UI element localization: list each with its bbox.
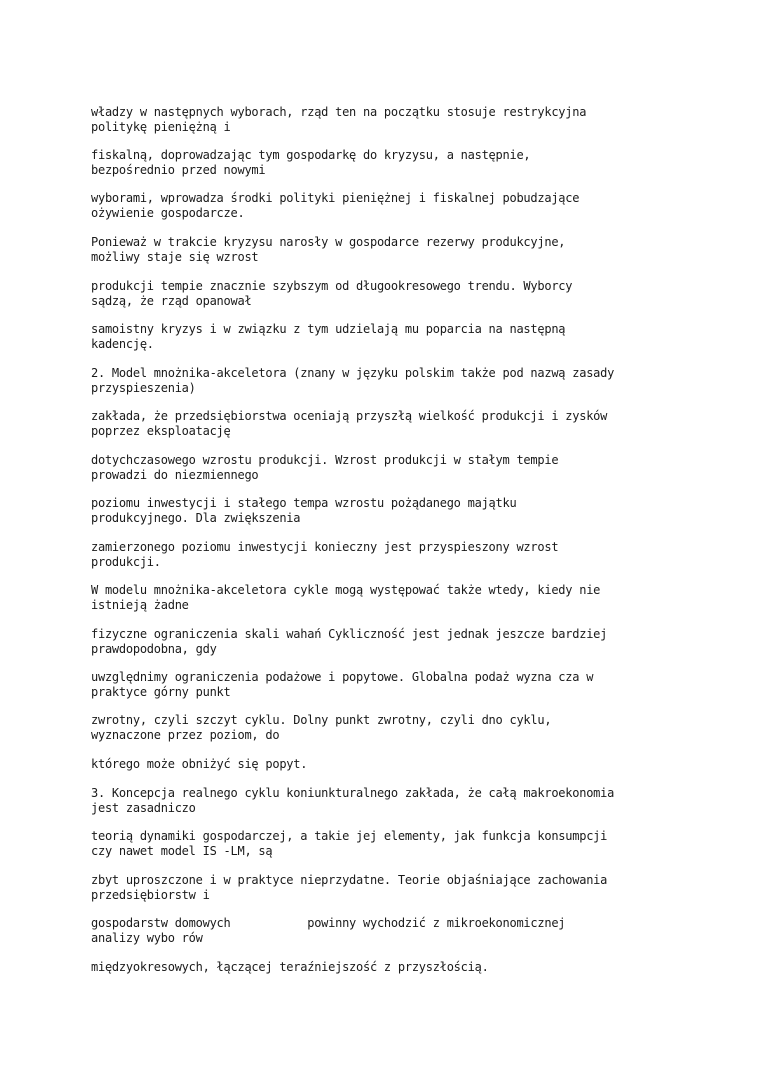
text-line: wyborami, wprowadza środki polityki pieniężnej i fiskalnej pobudzające (91, 191, 580, 205)
text-line: 2. Model mnożnika-akceletora (znany w języku polskim także pod nazwą zasady (91, 366, 615, 380)
text-line: politykę pieniężną i (91, 119, 231, 134)
text-line: fizyczne ograniczenia skali wahań Cykliczność jest jednak jeszcze bardziej (91, 627, 608, 641)
text-line: kadencję. (91, 336, 154, 351)
text-line: Ponieważ w trakcie kryzysu narosły w gospodarce rezerwy produkcyjne, (91, 235, 566, 249)
text-line: możliwy staje się wzrost (91, 249, 259, 264)
paragraph-3 (91, 191, 711, 220)
text-line: prawdopodobna, gdy (91, 641, 217, 656)
paragraph-5 (91, 279, 711, 308)
paragraph-16 (91, 757, 711, 772)
text-line: prowadzi do niezmiennego (91, 467, 259, 482)
text-line: poprzez eksploatację (91, 423, 231, 438)
text-line: praktyce górny punkt (91, 684, 231, 699)
text-line: ożywienie gospodarcze. (91, 205, 245, 220)
text-line: produkcyjnego. Dla zwiększenia (91, 510, 301, 525)
paragraph-10 (91, 496, 711, 525)
text-line: zamierzonego poziomu inwestycji konieczny jest przyspieszony wzrost (91, 540, 559, 554)
text-line: zakłada, że przedsiębiorstwa oceniają przyszłą wielkość produkcji i zysków (91, 409, 608, 423)
text-line: W modelu mnożnika-akceletora cykle mogą występować także wtedy, kiedy nie (91, 583, 601, 597)
paragraph-1 (91, 105, 711, 134)
paragraph-15 (91, 713, 711, 742)
paragraph-17 (91, 786, 711, 815)
text-line: dotychczasowego wzrostu produkcji. Wzrost produkcji w stałym tempie (91, 453, 559, 467)
text-line: istnieją żadne (91, 597, 189, 612)
paragraph-14 (91, 670, 711, 699)
paragraph-11 (91, 540, 711, 569)
text-line: fiskalną, doprowadzając tym gospodarkę do kryzysu, a następnie, (91, 148, 531, 162)
paragraph-20 (91, 916, 711, 945)
paragraph-7 (91, 366, 711, 395)
text-line: władzy w następnych wyborach, rząd ten na początku stosuje restrykcyjna (91, 105, 587, 119)
text-line: którego może obniżyć się popyt. (91, 757, 308, 771)
paragraph-8 (91, 409, 711, 438)
text-line: produkcji. (91, 554, 161, 569)
paragraph-19 (91, 873, 711, 902)
text-line: zbyt uproszczone i w praktyce nieprzydatne. Teorie objaśniające zachowania (91, 873, 608, 887)
text-line: sądzą, że rząd opanował (91, 293, 252, 308)
paragraph-18 (91, 829, 711, 858)
paragraph-2 (91, 148, 711, 177)
paragraph-4 (91, 235, 711, 264)
text-line: analizy wybo rów (91, 930, 203, 945)
text-line: czy nawet model IS -LM, są (91, 843, 273, 858)
text-line: międzyokresowych, łączącej teraźniejszość z przyszłością. (91, 960, 489, 974)
text-line: wyznaczone przez poziom, do (91, 727, 280, 742)
text-line: 3. Koncepcja realnego cyklu koniunkturalnego zakłada, że całą makroekonomia (91, 786, 615, 800)
text-line: przyspieszenia) (91, 380, 196, 395)
paragraph-13 (91, 627, 711, 656)
text-line: teorią dynamiki gospodarczej, a takie jej elementy, jak funkcja konsumpcji (91, 829, 608, 843)
paragraph-21 (91, 960, 711, 975)
paragraph-12 (91, 583, 711, 612)
text-line: bezpośrednio przed nowymi (91, 162, 266, 177)
text-line: uwzględnimy ograniczenia podażowe i popytowe. Globalna podaż wyzna cza w (91, 670, 594, 684)
text-line: produkcji tempie znacznie szybszym od długookresowego trendu. Wyborcy (91, 279, 573, 293)
text-line: przedsiębiorstw i (91, 887, 210, 902)
text-line: samoistny kryzys i w związku z tym udzielają mu poparcia na następną (91, 322, 566, 336)
paragraph-6 (91, 322, 711, 351)
text-line: zwrotny, czyli szczyt cyklu. Dolny punkt zwrotny, czyli dno cyklu, (91, 713, 552, 727)
text-line: jest zasadniczo (91, 800, 196, 815)
text-line: gospodarstw domowych powinny wychodzić z mikroekonomicznej (91, 916, 566, 930)
paragraph-9 (91, 453, 711, 482)
text-line: poziomu inwestycji i stałego tempa wzrostu pożądanego majątku (91, 496, 517, 510)
